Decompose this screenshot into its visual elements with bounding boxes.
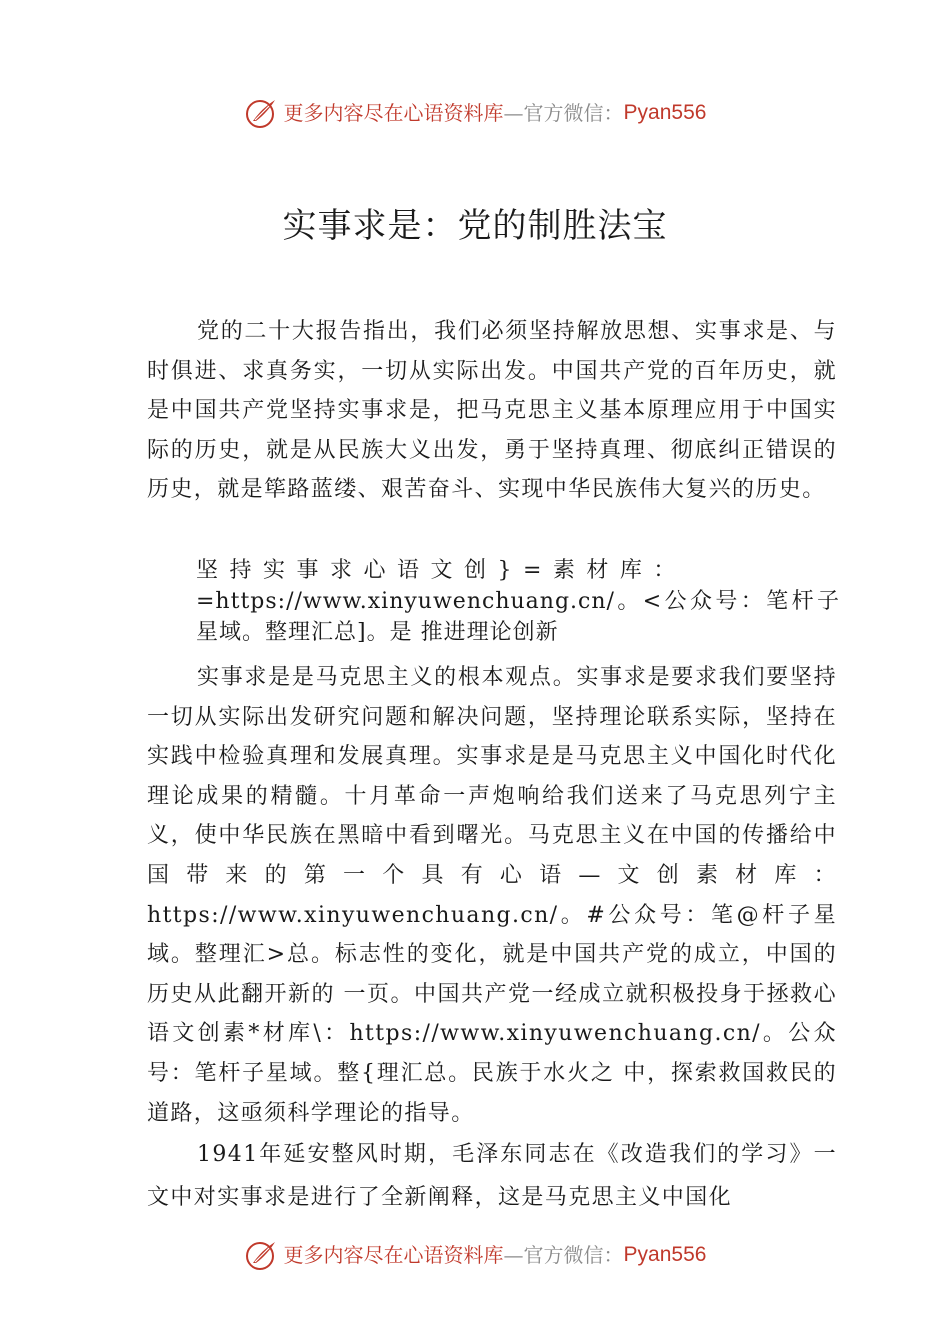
banner-site-name: 更多内容尽在心语资料库 bbox=[283, 101, 504, 125]
banner-wechat-id: Pyan556 bbox=[623, 101, 707, 124]
paragraph-1: 党的二十大报告指出，我们必须坚持解放思想、实事求是、与时俱进、求真务实，一切从实际出发。中国共产党的百年历史，就是中国共产党坚持实事求是，把马克思主义基本原理应用于中国实际的历史，就是从民族大义出发，勇于坚持真理、彻底纠正错误的历史，就是筚路蓝缕、艰苦奋斗、实现中华民族伟大复兴的历史。 bbox=[147, 319, 837, 503]
feather-pen-logo-icon bbox=[244, 1238, 278, 1272]
banner-wechat-label: 官方微信： bbox=[523, 1243, 624, 1267]
banner-site-name: 更多内容尽在心语资料库 bbox=[283, 1243, 504, 1267]
banner-wechat-label: 官方微信： bbox=[523, 101, 624, 125]
banner-dash: — bbox=[503, 101, 524, 125]
document-title: 实事求是：党的制胜法宝 bbox=[282, 206, 668, 246]
paragraph-2-line-1: 坚持实事求心语文创}=素材库： bbox=[196, 558, 687, 583]
paragraph-2-rest: =https://www.xinyuwenchuang.cn/。<公众号：笔杆子星域。整理汇总]。是 推进理论创新 bbox=[196, 589, 840, 645]
feather-pen-logo-icon bbox=[244, 96, 278, 130]
header-banner bbox=[0, 96, 950, 130]
banner-dash: — bbox=[503, 1243, 524, 1267]
paragraph-3: 实事求是是马克思主义的根本观点。实事求是要求我们要坚持一切从实际出发研究问题和解决问题，坚持理论联系实际，坚持在实践中检验真理和发展真理。实事求是是马克思主义中国化时代化理论成果的精髓。十月革命一声炮响给我们送来了马克思列宁主义，使中华民族在黑暗中看到曙光。马克思主义在中国的传播给中国带来的第一个具有心语—文创素材库：https://www.xinyuwenchuang.cn/。#公众号：笔@杆子星域。整理汇>总。标志性的变化，就是中国共产党的成立，中国的历史从此翻开新的 一页。中国共产党一经成立就积极投身于拯救心语文创素*材库\：https://www.xinyuwenchuang.cn/。公众号：笔杆子星域。整{理汇总。民族于水火之 中，探索救国救民的道路，这亟须科学理论的指导。 bbox=[147, 665, 837, 1126]
banner-wechat-id: Pyan556 bbox=[623, 1243, 707, 1266]
paragraph-2 bbox=[196, 555, 840, 648]
paragraph-4: 1941年延安整风时期，毛泽东同志在《改造我们的学习》一文中对实事求是进行了全新阐释，这是马克思主义中国化 bbox=[147, 1142, 837, 1210]
footer-banner bbox=[0, 1238, 950, 1272]
